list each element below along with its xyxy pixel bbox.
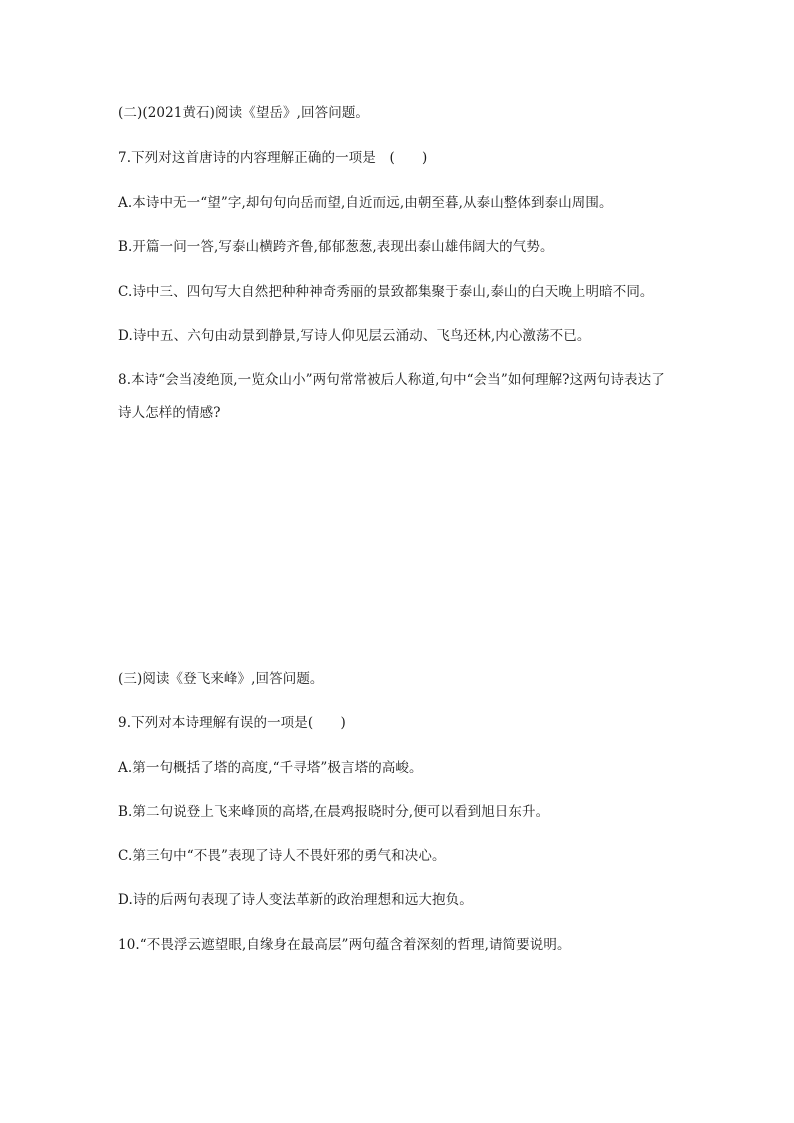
question-10-stem: 10.“不畏浮云遮望眼,自缘身在最高层”两句蕴含着深刻的哲理,请简要说明。	[118, 937, 571, 953]
section3-heading: (三)阅读《登飞来峰》,回答问题。	[118, 671, 324, 687]
question-9-stem: 9.下列对本诗理解有误的一项是( )	[118, 715, 346, 731]
question-7-stem: 7.下列对这首唐诗的内容理解正确的一项是 ( )	[118, 150, 428, 166]
question-9-option-c: C.第三句中“不畏”表现了诗人不畏奸邪的勇气和决心。	[118, 848, 446, 864]
question-9-option-a: A.第一句概括了塔的高度,“千寻塔”极言塔的高峻。	[118, 760, 423, 776]
question-7-option-a: A.本诗中无一“望”字,却句句向岳而望,自近而远,由朝至暮,从泰山整体到泰山周围。	[118, 195, 613, 211]
question-8-line-2: 诗人怎样的情感?	[118, 405, 221, 421]
question-9-option-d: D.诗的后两句表现了诗人变法革新的政治理想和远大抱负。	[118, 892, 473, 908]
question-8-line-1: 8.本诗“会当凌绝顶,一览众山小”两句常常被后人称道,句中“会当”如何理解?这两句诗表达了	[118, 372, 665, 388]
question-7-option-c: C.诗中三、四句写大自然把种种神奇秀丽的景致都集聚于泰山,泰山的白天晚上明暗不同。	[118, 284, 654, 300]
question-9-option-b: B.第二句说登上飞来峰顶的高塔,在晨鸡报晓时分,便可以看到旭日东升。	[118, 804, 550, 820]
question-7-option-b: B.开篇一问一答,写泰山横跨齐鲁,郁郁葱葱,表现出泰山雄伟阔大的气势。	[118, 239, 554, 255]
section2-heading: (二)(2021黄石)阅读《望岳》,回答问题。	[118, 105, 370, 121]
question-7-option-d: D.诗中五、六句由动景到静景,写诗人仰见层云涌动、飞鸟还林,内心激荡不已。	[118, 328, 591, 344]
